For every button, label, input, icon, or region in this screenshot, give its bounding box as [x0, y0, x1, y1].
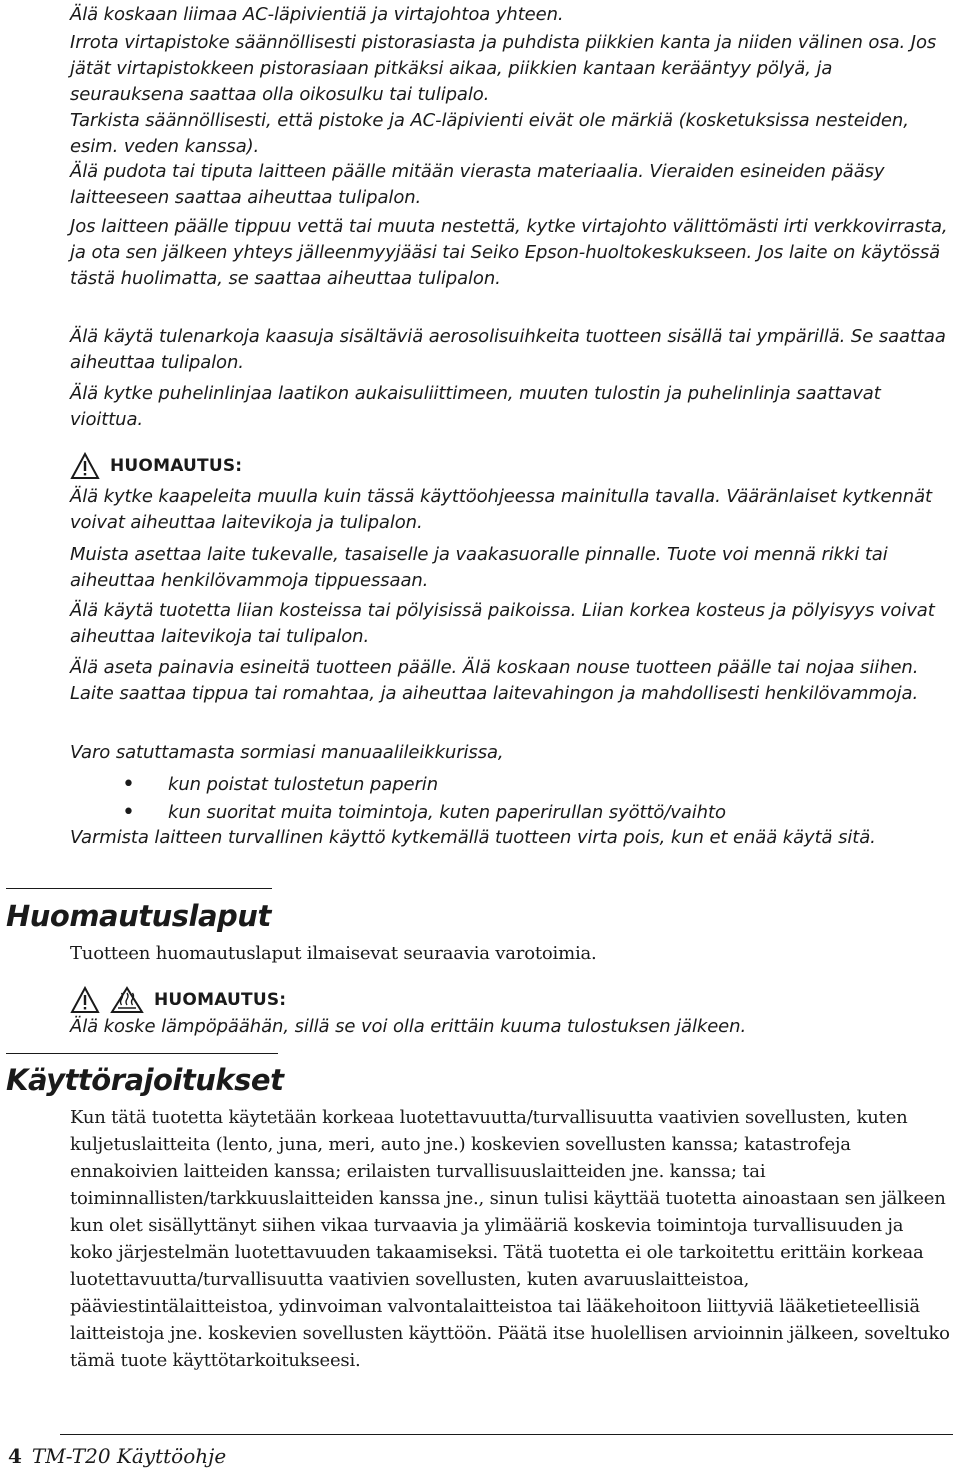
warning-paragraph: Tarkista säännöllisesti, että pistoke ja AC-läpivienti eivät ole märkiä (kosketuksissa nesteiden, esim. veden kanssa).	[70, 110, 909, 157]
bullet-item	[70, 800, 950, 826]
footer-rule	[60, 1434, 953, 1435]
section-rule	[6, 888, 272, 889]
caution-paragraph: Älä koske lämpöpäähän, sillä se voi olla erittäin kuuma tulostuksen jälkeen.	[70, 1016, 747, 1037]
document-title: TM-T20 Käyttöohje	[31, 1444, 227, 1468]
caution-heading-label: HUOMAUTUS:	[154, 990, 287, 1010]
caution-paragraph: Muista asettaa laite tukevalle, tasaiselle ja vaakasuoralle pinnalle. Tuote voi mennä rikki tai aiheuttaa henkilövammoja tippuessaan.	[70, 544, 888, 591]
warning-paragraph: Jos laitteen päälle tippuu vettä tai muuta nestettä, kytke virtajohto välittömästi irti verkkovirrasta, ja ota sen jälkeen yhteys jälleenmyyjääsi tai Seiko Epson-huoltokeskukseen. Jos laite on käytössä tästä huolimatta, se saattaa aiheuttaa tulipalon.	[70, 216, 948, 289]
section-intro: Tuotteen huomautuslaput ilmaisevat seuraavia varotoimia.	[70, 943, 597, 964]
bullet-dot: •	[122, 800, 135, 825]
section-title-labels: Huomautuslaput	[6, 899, 271, 933]
warning-paragraph: Irrota virtapistoke säännöllisesti pistorasiasta ja puhdista piikkien kanta ja niiden välinen osa. Jos jätät virtapistokkeen pistorasiaan pitkäksi aikaa, piikkien kantaan kerääntyy pölyä, ja seurauksena saattaa olla oikosulku tai tulipalo.	[70, 32, 937, 105]
warning-paragraph: Älä kytke puhelinlinjaa laatikon aukaisuliittimeen, muuten tulostin ja puhelinlinja saattavat vioittua.	[70, 383, 881, 430]
bullet-item	[70, 772, 950, 798]
page-number: 4	[8, 1444, 22, 1468]
caution-heading	[70, 986, 286, 1014]
warning-triangle-icon	[70, 452, 100, 480]
bullet-dot: •	[122, 772, 135, 797]
caution-paragraph: Älä käytä tuotetta liian kosteissa tai pölyisissä paikoissa. Liian korkea kosteus ja pölyisyys voivat aiheuttaa laitevikoja tai tulipalon.	[70, 600, 935, 647]
caution-heading	[70, 452, 242, 480]
bullet-text: kun suoritat muita toimintoja, kuten paperirullan syöttö/vaihto	[168, 802, 726, 823]
warning-paragraph: Älä käytä tulenarkoja kaasuja sisältäviä aerosolisuihkeita tuotteen sisällä tai ympärillä. Se saattaa aiheuttaa tulipalon.	[70, 326, 946, 373]
caution-paragraph: Älä aseta painavia esineitä tuotteen päälle. Älä koskaan nouse tuotteen päälle tai nojaa siihen. Laite saattaa tippua tai romahtaa, ja aiheuttaa laitevahingon ja mahdollisesti henkilövammoja.	[70, 657, 919, 704]
caution-paragraph: Varmista laitteen turvallinen käyttö kytkemällä tuotteen virta pois, kun et enää käytä sitä.	[70, 827, 876, 848]
caution-heading-label: HUOMAUTUS:	[110, 456, 243, 476]
section-title-limits: Käyttörajoitukset	[6, 1063, 284, 1097]
section-body: Kun tätä tuotetta käytetään korkeaa luotettavuutta/turvallisuutta vaativien sovellusten, kuten kuljetuslaitteita (lento, juna, meri, auto jne.) koskevien sovellusten kanssa; katastrofeja ennakoivien laitteiden kanssa; erilaisten turvallisuuslaitteiden jne. kanssa; tai toiminnallisten/tarkkuuslaitteiden kanssa jne., sinun tulisi käyttää tuotetta ainoastaan sen jälkeen kun olet sisällyttänyt siihen vikaa turvaavia ja ylimääriä koskevia toimintoja turvallisuuden ja koko järjestelmän luotettavuuden takaamiseksi. Tätä tuotetta ei ole tarkoitettu erittäin korkeaa luotettavuutta/turvallisuutta vaativien sovellusten, kuten avaruuslaitteistoa, pääviestintälaitteistoa, ydinvoiman valvontalaitteistoa tai lääkehoitoon liittyviä lääketieteellisiä laitteistoja jne. koskevien sovellusten käyttöön. Päätä itse huolellisen arvioinnin jälkeen, soveltuko tämä tuote käyttötarkoitukseesi.	[70, 1107, 950, 1371]
caution-paragraph: Älä kytke kaapeleita muulla kuin tässä käyttöohjeessa mainitulla tavalla. Vääränlaiset kytkennät voivat aiheuttaa laitevikoja ja tulipalon.	[70, 486, 932, 533]
warning-paragraph: Älä koskaan liimaa AC-läpivientiä ja virtajohtoa yhteen.	[70, 4, 564, 25]
hot-surface-icon	[110, 986, 144, 1014]
section-rule	[6, 1053, 278, 1054]
warning-triangle-icon	[70, 986, 100, 1014]
bullet-text: kun poistat tulostetun paperin	[168, 774, 438, 795]
page-footer	[8, 1443, 226, 1469]
warning-paragraph: Älä pudota tai tiputa laitteen päälle mitään vierasta materiaalia. Vieraiden esineiden pääsy laitteeseen saattaa aiheuttaa tulipalon.	[70, 161, 885, 208]
caution-paragraph: Varo satuttamasta sormiasi manuaalileikkurissa,	[70, 742, 504, 763]
